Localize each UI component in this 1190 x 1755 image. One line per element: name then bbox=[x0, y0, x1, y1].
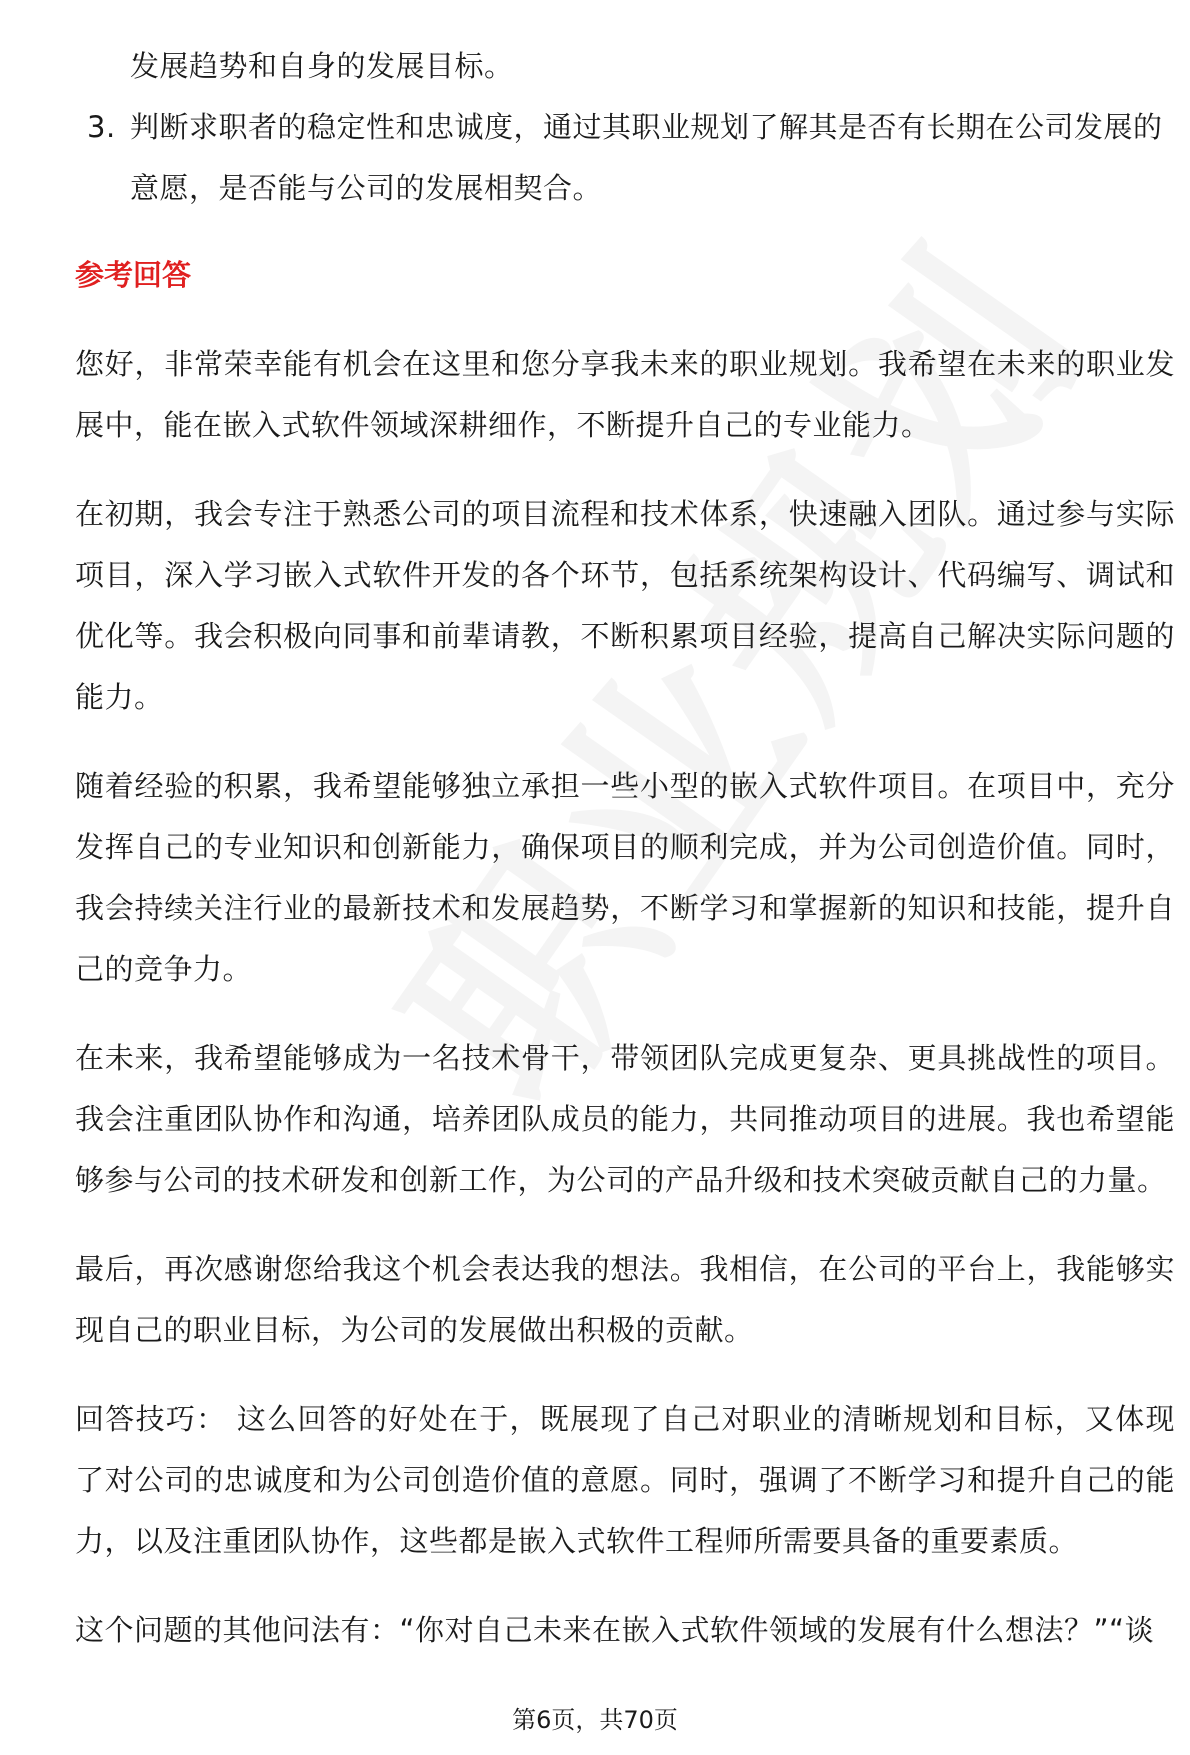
list-number: 3. bbox=[87, 110, 116, 144]
paragraph-answer-tips: 回答技巧： 这么回答的好处在于，既展现了自己对职业的清晰规划和目标，又体现了对公司的忠诚度和为公司创造价值的意愿。同时，强调了不断学习和提升自己的能力，以及注重团队协作，这些都是嵌入式软件工程师所需要具备的重要素质。 bbox=[75, 1402, 1175, 1558]
paragraph-intro: 您好，非常荣幸能有机会在这里和您分享我未来的职业规划。我希望在未来的职业发展中，能在嵌入式软件领域深耕细作，不断提升自己的专业能力。 bbox=[75, 347, 1175, 442]
paragraph-initial-stage: 在初期，我会专注于熟悉公司的项目流程和技术体系，快速融入团队。通过参与实际项目，深入学习嵌入式软件开发的各个环节，包括系统架构设计、代码编写、调试和优化等。我会积极向同事和前辈请教，不断积累项目经验，提高自己解决实际问题的能力。 bbox=[75, 497, 1175, 714]
list-item-3 bbox=[75, 97, 1175, 219]
reference-answer-heading: 参考回答 bbox=[75, 258, 192, 292]
list-item-text: 判断求职者的稳定性和忠诚度，通过其职业规划了解其是否有长期在公司发展的意愿，是否能与公司的发展相契合。 bbox=[130, 110, 1163, 205]
paragraph-future-stage: 在未来，我希望能够成为一名技术骨干，带领团队完成更复杂、更具挑战性的项目。我会注重团队协作和沟通，培养团队成员的能力，共同推动项目的进展。我也希望能够参与公司的技术研发和创新工作，为公司的产品升级和技术突破贡献自己的力量。 bbox=[75, 1041, 1175, 1197]
paragraph-other-phrasings: 这个问题的其他问法有：“你对自己未来在嵌入式软件领域的发展有什么想法？”“谈 bbox=[75, 1613, 1155, 1647]
paragraph-closing: 最后，再次感谢您给我这个机会表达我的想法。我相信，在公司的平台上，我能够实现自己的职业目标，为公司的发展做出积极的贡献。 bbox=[75, 1252, 1175, 1347]
page-footer: 第6页，共70页 bbox=[512, 1706, 678, 1734]
page-content bbox=[75, 36, 1175, 1689]
paragraph-growth-stage: 随着经验的积累，我希望能够独立承担一些小型的嵌入式软件项目。在项目中，充分发挥自己的专业知识和创新能力，确保项目的顺利完成，并为公司创造价值。同时，我会持续关注行业的最新技术和发展趋势，不断学习和掌握新的知识和技能，提升自己的竞争力。 bbox=[75, 769, 1175, 986]
list-item-2-continuation: 发展趋势和自身的发展目标。 bbox=[130, 49, 514, 83]
